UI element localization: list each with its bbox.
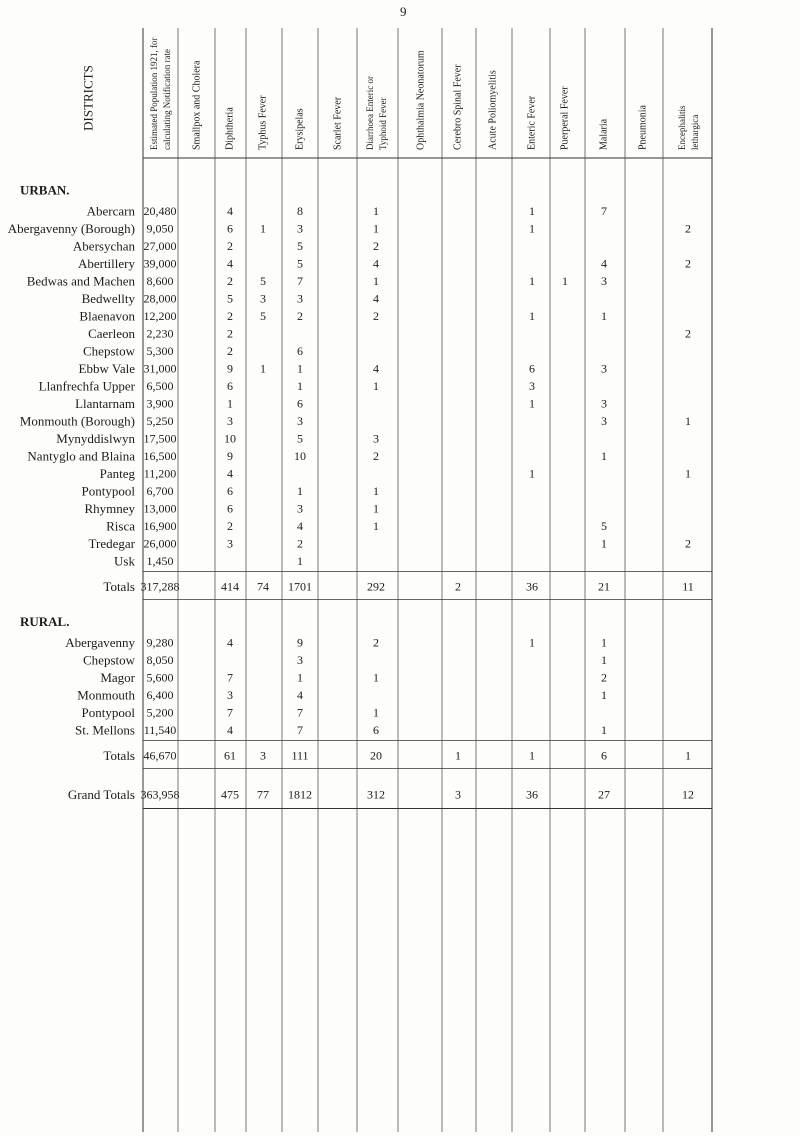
section-title: URBAN. (20, 182, 70, 198)
table-cell: 3 (227, 536, 233, 551)
table-cell: 9 (297, 635, 303, 650)
totals-label: Totals (103, 579, 135, 594)
district-name: Ebbw Vale (78, 360, 135, 376)
table-cell: 10 (224, 431, 236, 446)
total-cell: 21 (598, 579, 610, 594)
table-cell: 1 (529, 308, 535, 323)
table-cell: 2 (685, 326, 691, 341)
column-header: Encephalitis (677, 105, 687, 150)
table-cell: 1 (260, 361, 266, 376)
table-cell: 1 (373, 705, 379, 720)
district-name: Magor (100, 669, 135, 685)
total-cell: 20 (370, 748, 382, 763)
table-cell: 7 (601, 203, 607, 218)
table-cell: 11,540 (143, 722, 177, 737)
total-cell: 2 (455, 579, 461, 594)
table-cell: 3 (297, 413, 303, 428)
table-cell: 2 (373, 308, 379, 323)
district-name: Llanfrechfa Upper (38, 378, 135, 394)
table-cell: 1 (601, 687, 607, 702)
column-header: Diarrhoea Enteric or (365, 76, 375, 150)
district-name: Chepstow (83, 652, 135, 668)
district-name: Monmouth (77, 687, 135, 703)
district-name: Llantarnam (75, 395, 135, 411)
total-cell: 6 (601, 748, 607, 763)
table-cell: 5,600 (146, 670, 174, 685)
table-cell: 2 (601, 670, 607, 685)
table-cell: 20,480 (143, 203, 177, 218)
district-name: Rhymney (84, 500, 135, 516)
column-header: Typhus Fever (257, 95, 269, 150)
total-cell: 1 (455, 748, 461, 763)
table-cell: 1 (601, 635, 607, 650)
table-cell: 6 (297, 396, 303, 411)
district-name: Mynyddislwyn (56, 430, 135, 446)
table-cell: 4 (297, 518, 303, 533)
table-cell: 3 (601, 361, 607, 376)
district-name: Bedwas and Machen (26, 273, 135, 289)
column-header: Acute Poliomyelitis (487, 70, 499, 150)
total-cell: 46,670 (143, 748, 177, 763)
table-cell: 31,000 (143, 361, 177, 376)
table-cell: 1 (685, 466, 691, 481)
table-cell: 7 (227, 670, 233, 685)
table-cell: 1 (529, 273, 535, 288)
table-cell: 7 (297, 722, 303, 737)
table-cell: 6 (227, 483, 233, 498)
table-cell: 4 (227, 722, 233, 737)
district-name: Abercarn (86, 203, 135, 219)
total-cell: 111 (291, 748, 309, 763)
table-cell: 1 (373, 378, 379, 393)
grand-total-cell: 1812 (288, 787, 312, 802)
district-name: Caerleon (88, 325, 135, 341)
table-cell: 5 (260, 273, 266, 288)
grand-total-cell: 36 (526, 787, 538, 802)
table-cell: 2 (227, 518, 233, 533)
table-cell: 6,500 (146, 378, 174, 393)
table-cell: 2 (685, 536, 691, 551)
table-cell: 6,700 (146, 483, 174, 498)
table-cell: 1 (260, 221, 266, 236)
district-name: Abersychan (72, 238, 135, 254)
table-cell: 3 (601, 273, 607, 288)
table-cell: 1 (529, 466, 535, 481)
page-number: 9 (400, 4, 407, 19)
table-cell: 1 (529, 203, 535, 218)
grand-total-cell: 12 (682, 787, 694, 802)
table-cell: 2 (373, 238, 379, 253)
table-cell: 3 (297, 221, 303, 236)
grand-totals-label: Grand Totals (67, 787, 135, 802)
total-cell: 317,288 (140, 579, 180, 594)
table-cell: 1 (685, 413, 691, 428)
district-name: Bedwellty (81, 290, 135, 306)
column-header: Erysipelas (294, 108, 306, 150)
table-cell: 26,000 (143, 536, 177, 551)
table-cell: 1 (373, 518, 379, 533)
table-cell: 6 (297, 343, 303, 358)
table-cell: 27,000 (143, 238, 177, 253)
table-cell: 5 (227, 291, 233, 306)
grand-total-cell: 475 (221, 787, 239, 802)
table-cell: 4 (601, 256, 607, 271)
district-name: Blaenavon (79, 308, 135, 324)
table-cell: 2 (227, 326, 233, 341)
table-cell: 1 (601, 308, 607, 323)
district-name: Tredegar (88, 535, 135, 551)
grand-total-cell: 3 (455, 787, 461, 802)
grand-total-cell: 77 (257, 787, 269, 802)
table-cell: 13,000 (143, 501, 177, 516)
table-cell: 2 (685, 221, 691, 236)
column-header: Typhoid Fever (378, 97, 388, 150)
table-cell: 5,300 (146, 343, 174, 358)
table-cell: 2 (685, 256, 691, 271)
table-cell: 2 (373, 635, 379, 650)
table-cell: 1 (529, 221, 535, 236)
table-cell: 3 (297, 501, 303, 516)
table-cell: 8,600 (146, 273, 174, 288)
table-cell: 1 (601, 448, 607, 463)
table-cell: 7 (227, 705, 233, 720)
column-header: Smallpox and Cholera (191, 60, 203, 150)
total-cell: 36 (526, 579, 538, 594)
table-cell: 12,200 (143, 308, 177, 323)
table-cell: 6 (227, 221, 233, 236)
table-cell: 3 (373, 431, 379, 446)
table-cell: 8 (297, 203, 303, 218)
district-name: Usk (114, 553, 135, 569)
total-cell: 1701 (288, 579, 312, 594)
grand-total-cell: 363,958 (140, 787, 180, 802)
district-name: Pontypool (81, 483, 135, 499)
table-cell: 4 (373, 256, 379, 271)
table-cell: 1 (529, 396, 535, 411)
table-cell: 7 (297, 705, 303, 720)
table-cell: 3 (601, 396, 607, 411)
table-cell: 10 (294, 448, 306, 463)
total-cell: 292 (367, 579, 385, 594)
table-cell: 5,250 (146, 413, 174, 428)
table-cell: 28,000 (143, 291, 177, 306)
table-cell: 16,900 (143, 518, 177, 533)
table-cell: 2 (227, 238, 233, 253)
table-cell: 1 (373, 273, 379, 288)
table-cell: 5 (297, 238, 303, 253)
total-cell: 1 (529, 748, 535, 763)
table-cell: 1 (373, 483, 379, 498)
table-cell: 3 (601, 413, 607, 428)
district-name: Abergavenny (65, 634, 135, 650)
table-cell: 2 (373, 448, 379, 463)
district-name: Risca (106, 518, 135, 534)
table-cell: 1 (297, 378, 303, 393)
table-cell: 1 (601, 652, 607, 667)
table-cell: 17,500 (143, 431, 177, 446)
table-cell: 7 (297, 273, 303, 288)
total-cell: 61 (224, 748, 236, 763)
table-cell: 1,450 (146, 553, 174, 568)
table-cell: 2 (227, 273, 233, 288)
column-header: Enteric Fever (526, 95, 538, 150)
table-cell: 16,500 (143, 448, 177, 463)
table-cell: 8,050 (146, 652, 174, 667)
total-cell: 11 (682, 579, 694, 594)
district-name: Chepstow (83, 343, 135, 359)
table-cell: 1 (297, 361, 303, 376)
table-cell: 9,050 (146, 221, 174, 236)
table-cell: 9,280 (146, 635, 174, 650)
table-cell: 3,900 (146, 396, 174, 411)
table-cell: 2 (297, 308, 303, 323)
district-name: Abertillery (77, 255, 135, 271)
section-title: RURAL. (20, 614, 70, 629)
table-cell: 6 (227, 501, 233, 516)
column-header: Cerebro Spinal Fever (452, 64, 464, 150)
table-cell: 1 (562, 273, 568, 288)
table-cell: 4 (297, 687, 303, 702)
table-cell: 6 (227, 378, 233, 393)
total-cell: 3 (260, 748, 266, 763)
table-cell: 1 (297, 670, 303, 685)
table-cell: 4 (227, 635, 233, 650)
table-cell: 5 (601, 518, 607, 533)
column-header: Estimated Population 1921, for (149, 37, 159, 150)
table-cell: 1 (297, 553, 303, 568)
table-cell: 1 (373, 221, 379, 236)
table-cell: 1 (297, 483, 303, 498)
grand-total-cell: 312 (367, 787, 385, 802)
districts-heading: DISTRICTS (80, 65, 96, 131)
table-cell: 1 (373, 501, 379, 516)
table-cell: 3 (297, 291, 303, 306)
column-header: lethargica (690, 114, 700, 150)
totals-label: Totals (103, 748, 135, 763)
district-name: Nantyglo and Blaina (27, 448, 135, 464)
district-name: Pontypool (81, 704, 135, 720)
district-name: Panteg (99, 465, 135, 481)
table-cell: 1 (601, 536, 607, 551)
table-cell: 2 (297, 536, 303, 551)
table-cell: 1 (601, 722, 607, 737)
column-header: Puerperal Fever (559, 86, 571, 150)
table-cell: 4 (227, 256, 233, 271)
grand-total-cell: 27 (598, 787, 610, 802)
column-header: Ophthalmia Neonatorum (415, 50, 427, 150)
table-cell: 1 (373, 670, 379, 685)
table-cell: 5,200 (146, 705, 174, 720)
table-cell: 4 (227, 466, 233, 481)
column-header: Scarlet Fever (332, 96, 344, 150)
district-name: St. Mellons (75, 722, 135, 738)
total-cell: 1 (685, 748, 691, 763)
table-cell: 3 (529, 378, 535, 393)
table-cell: 3 (227, 687, 233, 702)
total-cell: 414 (221, 579, 239, 594)
table-cell: 6 (373, 722, 379, 737)
table-cell: 4 (373, 361, 379, 376)
column-header: Malaria (598, 118, 610, 150)
table-cell: 4 (373, 291, 379, 306)
table-cell: 3 (297, 652, 303, 667)
table-cell: 4 (227, 203, 233, 218)
table-cell: 2 (227, 308, 233, 323)
table-cell: 3 (227, 413, 233, 428)
table-cell: 9 (227, 361, 233, 376)
table-cell: 5 (297, 256, 303, 271)
column-header: Diphtheria (224, 107, 236, 150)
table-cell: 1 (227, 396, 233, 411)
district-name: Monmouth (Borough) (19, 413, 135, 429)
table-cell: 39,000 (143, 256, 177, 271)
column-header: Pneumonia (637, 105, 649, 150)
table-cell: 1 (529, 635, 535, 650)
table-cell: 2 (227, 343, 233, 358)
column-header: calculating Notification rate (162, 49, 172, 150)
district-name: Abergavenny (Borough) (7, 220, 135, 236)
table-cell: 9 (227, 448, 233, 463)
total-cell: 74 (257, 579, 269, 594)
table-cell: 11,200 (143, 466, 177, 481)
table-cell: 6 (529, 361, 535, 376)
table-cell: 6,400 (146, 687, 174, 702)
table-cell: 5 (297, 431, 303, 446)
table-cell: 3 (260, 291, 266, 306)
table-cell: 1 (373, 203, 379, 218)
table-cell: 5 (260, 308, 266, 323)
table-cell: 2,230 (146, 326, 174, 341)
